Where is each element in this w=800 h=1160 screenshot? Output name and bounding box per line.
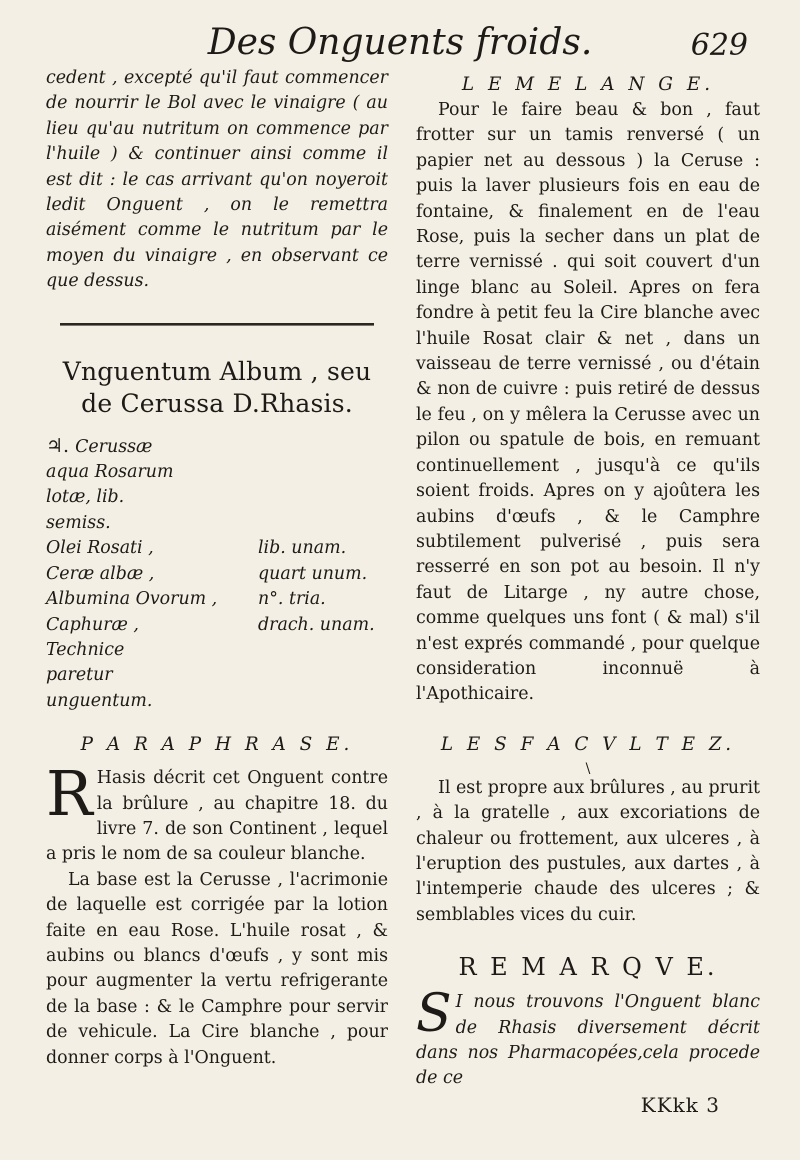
technice-line: Technice paretur unguentum.: [46, 639, 153, 711]
recipe-technice: [46, 638, 388, 714]
remarque-paragraph: [416, 984, 760, 1092]
recipe-block: [46, 434, 388, 714]
remarque-text: I nous trouvons l'Onguent blanc de Rhasis diversement décrit dans nos Pharmacopées,cela procede de ce: [416, 992, 760, 1089]
running-head: [0, 18, 800, 68]
ingredient-dose: n°. tria.: [258, 589, 326, 610]
ingredient-dose: drach. unam.: [258, 614, 375, 635]
ingredient-name: Ceræ albæ ,: [46, 563, 155, 584]
paraphrase-text: Hasis décrit cet Onguent contre la brûlure , au chapitre 18. du livre 7. de son Continent , lequel a pris le nom de sa couleur blanche.: [46, 768, 388, 865]
page-number: 629: [690, 28, 748, 63]
ingredient-dose: quart unum.: [258, 563, 368, 584]
recipe-line: [46, 536, 388, 561]
running-head-title: Des Onguents froids.: [207, 22, 593, 63]
facultez-paragraph: Il est propre aux brûlures , au prurit , à la gratelle , aux excoriations de chaleur ou frottement, aux ulceres , à l'eruption des pustules, aux dartes , à l'intemperie chaude des ulceres ; & semblables vices du cuir.: [416, 777, 760, 925]
melange-heading: L E M E L A N G E.: [461, 74, 715, 95]
right-column: [416, 66, 760, 1118]
drop-cap: R: [46, 757, 93, 831]
ingredient-dose: lib. unam.: [258, 538, 347, 559]
facultez-heading: L E S F A C V L T E Z.: [440, 733, 736, 755]
recipe-line: [46, 434, 388, 537]
ingredient-name: Albumina Ovorum ,: [46, 589, 218, 610]
ingredient-name: Cerussæ aqua Rosarum lotæ, lib. semiss.: [46, 436, 174, 533]
base-paragraph: La base est la Cerusse , l'acrimonie de laquelle est corrigée par la lotion faite en eau Rose. L'huile rosat , & aubins ou blancs d'œufs , y sont mis pour augmenter la vertu refrigerante de la base : & le Camphre pour servir de vehicule. La Cire blanche , pour donner corps à l'Onguent.: [46, 869, 388, 1068]
printer-mark: \: [585, 760, 591, 777]
melange-paragraph: Pour le faire beau & bon , faut frotter sur un tamis renversé ( un papier net au dessous ) la Ceruse : puis la laver plusieurs fois en eau de fontaine, & finalement en de l'eau Rose, puis la secher dans un plat de terre vernissé . qui soit couvert d'un linge blanc au Soleil. Apres on fera fondre à petit feu la Cire blanche avec l'huile Rosat clair & net , dans un vaisseau de terre vernissé , ou d'étain & non de cuivre : puis retiré de dessus le feu , on y mêlera la Cerusse avec un pilon ou spatule de bois, en remuant continuellement , jusqu'à ce qu'ils soient froids. Apres on y ajoûtera les aubins d'œufs , & le Camphre subtilement pulverisé , puis sera resserré en son pot au besoin. Il n'y faut de Litarge , ny autre chose, comme quelques uns font ( & mal) s'il n'est exprés commandé , pour quelque consideration inconnuë à l'Apothicaire.: [416, 100, 760, 705]
ingredient-name: Olei Rosati ,: [46, 538, 154, 559]
remarque-heading: R E M A R Q V E.: [458, 953, 718, 982]
recipe-symbol: ♃.: [46, 434, 70, 457]
recipe-line: [46, 587, 388, 612]
recipe-line: [46, 613, 388, 638]
intro-paragraph: cedent , excepté qu'il faut commencer de nourrir le Bol avec le vinaigre ( au lieu qu'au nutritum on commence par l'huile ) & continuer ainsi comme il est dit : le cas arrivant qu'on noyeroit ledit Onguent , on le remettra aisément comme le nutritum par le moyen du vinaigre , en observant ce que dessus.: [46, 68, 388, 292]
ingredient-name: Caphuræ ,: [46, 614, 139, 635]
unguent-title: Vnguentum Album , seu de Cerussa D.Rhasis.: [62, 356, 372, 418]
paraphrase-heading: P A R A P H R A S E.: [80, 734, 354, 756]
paraphrase-paragraph: [46, 757, 388, 868]
recipe-line: [46, 562, 388, 587]
drop-cap: S: [416, 984, 452, 1045]
left-column: [46, 66, 388, 1071]
section-divider: [60, 323, 374, 326]
signature-mark: KKkk 3: [640, 1092, 720, 1117]
